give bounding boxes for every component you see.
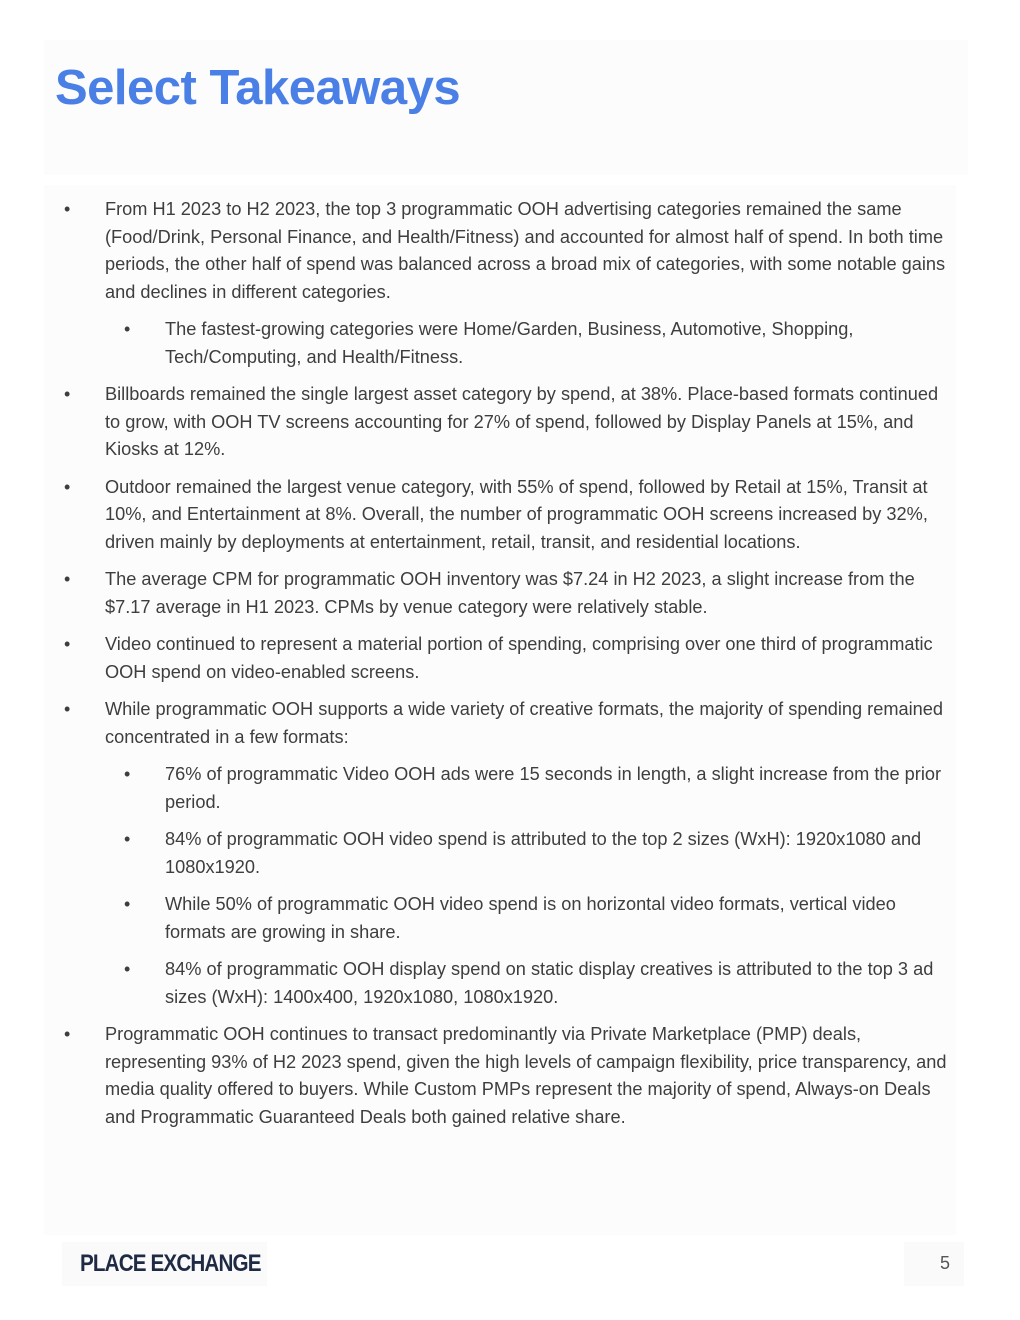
takeaway-text: While 50% of programmatic OOH video spend is on horizontal video formats, vertical video formats are growing in share. bbox=[165, 894, 896, 942]
bullet-marker: • bbox=[124, 764, 131, 784]
takeaways-list bbox=[62, 196, 958, 1141]
takeaway-item bbox=[62, 196, 958, 306]
takeaway-text: 76% of programmatic Video OOH ads were 15 seconds in length, a slight increase from the prior period. bbox=[165, 764, 942, 812]
bullet-marker: • bbox=[64, 199, 71, 219]
takeaway-item bbox=[62, 381, 958, 464]
bullet-marker: • bbox=[124, 829, 131, 849]
bullet-marker: • bbox=[64, 699, 71, 719]
takeaway-subitem bbox=[62, 316, 958, 371]
takeaway-text: Outdoor remained the largest venue category, with 55% of spend, followed by Retail at 15%, Transit at 10%, and Entertainment at 8%. Overall, the number of programmatic OOH screens increased by 32%, driven mainly by deployments at entertainment, retail, transit, and residential locations. bbox=[105, 476, 928, 552]
takeaway-text: 84% of programmatic OOH video spend is attributed to the top 2 sizes (WxH): 1920x1080 and 1080x1920. bbox=[165, 829, 922, 877]
bullet-marker: • bbox=[124, 959, 131, 979]
takeaway-text: The average CPM for programmatic OOH inventory was $7.24 in H2 2023, a slight increase from the $7.17 average in H1 2023. CPMs by venue category were relatively stable. bbox=[105, 569, 915, 617]
page-number-box bbox=[904, 1242, 964, 1286]
takeaway-text: While programmatic OOH supports a wide variety of creative formats, the majority of spending remained concentrated in a few formats: bbox=[105, 699, 943, 747]
bullet-marker: • bbox=[124, 319, 131, 339]
takeaway-subitem bbox=[62, 891, 958, 946]
takeaway-text: The fastest-growing categories were Home/Garden, Business, Automotive, Shopping, Tech/Computing, and Health/Fitness. bbox=[165, 319, 854, 367]
takeaway-text: Video continued to represent a material portion of spending, comprising over one third of programmatic OOH spend on video-enabled screens. bbox=[105, 634, 933, 682]
takeaway-item bbox=[62, 474, 958, 557]
takeaway-item bbox=[62, 696, 958, 751]
takeaway-item bbox=[62, 566, 958, 621]
bullet-marker: • bbox=[64, 569, 71, 589]
page-number: 5 bbox=[939, 1253, 950, 1273]
takeaway-subitem bbox=[62, 761, 958, 816]
bullet-marker: • bbox=[64, 384, 71, 404]
logo-wordmark: PLACE EXCHANGE bbox=[80, 1250, 261, 1277]
takeaway-text: From H1 2023 to H2 2023, the top 3 programmatic OOH advertising categories remained the same (Food/Drink, Personal Finance, and Health/Fitness) and accounted for almost half of spend. In both time periods, the other half of spend was balanced across a broad mix of categories, with some notable gains and declines in different categories. bbox=[105, 199, 946, 302]
footer-logo bbox=[62, 1242, 267, 1286]
bullet-marker: • bbox=[124, 894, 131, 914]
takeaway-subitem bbox=[62, 956, 958, 1011]
bullet-marker: • bbox=[64, 634, 71, 654]
takeaway-item bbox=[62, 1021, 958, 1131]
takeaway-text: Billboards remained the single largest asset category by spend, at 38%. Place-based formats continued to grow, with OOH TV screens accounting for 27% of spend, followed by Display Panels at 15%, and Kiosks at 12%. bbox=[105, 384, 939, 459]
takeaway-text: 84% of programmatic OOH display spend on static display creatives is attributed to the top 3 ad sizes (WxH): 1400x400, 1920x1080, 1080x1920. bbox=[165, 959, 934, 1007]
page-title: Select Takeaways bbox=[55, 61, 461, 115]
takeaway-text: Programmatic OOH continues to transact predominantly via Private Marketplace (PMP) deals, representing 93% of H2 2023 spend, given the high levels of campaign flexibility, price transparency, and media quality offered to buyers. While Custom PMPs represent the majority of spend, Always-on Deals and Programmatic Guaranteed Deals both gained relative share. bbox=[105, 1024, 947, 1127]
bullet-marker: • bbox=[64, 476, 71, 497]
takeaway-subitem bbox=[62, 826, 958, 881]
takeaway-item bbox=[62, 631, 958, 686]
bullet-marker: • bbox=[64, 1024, 71, 1044]
